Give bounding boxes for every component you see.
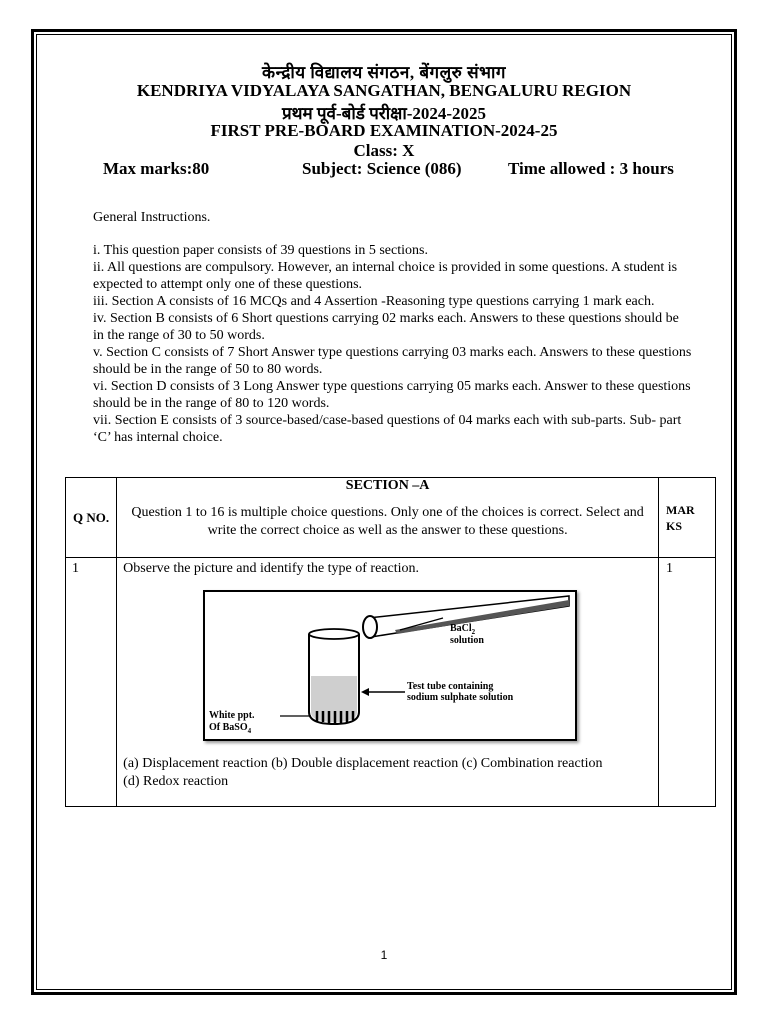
question-text: Observe the picture and identify the type of reaction. bbox=[123, 561, 420, 576]
question-marks: 1 bbox=[659, 558, 716, 807]
options-line1: (a) Displacement reaction (b) Double displacement reaction (c) Combination reaction bbox=[123, 756, 603, 771]
label-tube-line1: Test tube containing bbox=[407, 681, 494, 692]
instruction-item: iii. Section A consists of 16 MCQs and 4 Assertion -Reasoning type questions carrying 1 mark each. bbox=[93, 294, 655, 309]
label-ppt-sub: 4 bbox=[247, 727, 252, 735]
subject: Subject: Science (086) bbox=[302, 159, 462, 178]
test-tube-diagram bbox=[205, 592, 575, 739]
max-marks: Max marks:80 bbox=[103, 159, 210, 178]
options-line2: (d) Redox reaction bbox=[123, 774, 229, 789]
section-instructions: Question 1 to 16 is multiple choice questions. Only one of the choices is correct. Select and write the correct choice as well as the answer to these questions. bbox=[131, 505, 644, 538]
table-header-row bbox=[66, 478, 716, 558]
question-number: 1 bbox=[66, 558, 117, 807]
instruction-item: ii. All questions are compulsory. However, an internal choice is provided in some questions. A student is expected to attempt only one of these questions. bbox=[93, 260, 678, 292]
marks-header-line1: MAR bbox=[666, 502, 695, 517]
instruction-item: iv. Section B consists of 6 Short questions carrying 02 marks each. Answers to these questions should be in the range of 30 to 50 words. bbox=[93, 311, 679, 343]
page-number: 1 bbox=[380, 948, 388, 962]
header-org: KENDRIYA VIDYALAYA SANGATHAN, BENGALURU REGION bbox=[136, 81, 632, 100]
svg-text:Of BaSO4 bbox=[209, 722, 252, 735]
instructions-heading: General Instructions. bbox=[93, 210, 211, 225]
reaction-figure bbox=[203, 590, 577, 741]
header-hindi-org: केन्द्रीय विद्यालय संगठन, बेंगलुरु संभाग bbox=[262, 63, 506, 82]
instruction-item: v. Section C consists of 7 Short Answer type questions carrying 03 marks each. Answers to these questions should be in the range of 50 to 80 words. bbox=[93, 345, 692, 377]
label-ppt-line1: White ppt. bbox=[209, 710, 255, 721]
instruction-item: vi. Section D consists of 3 Long Answer type questions carrying 05 marks each. Answer to these questions should be in the range of 80 to 120 words. bbox=[93, 379, 691, 411]
instruction-item: vii. Section E consists of 3 source-based/case-based questions of 04 marks each with sub-parts. Sub- part ‘C’ has internal choice. bbox=[93, 413, 682, 445]
question-table bbox=[65, 477, 716, 807]
qno-header: Q NO. bbox=[66, 478, 117, 558]
section-header-cell bbox=[117, 478, 659, 558]
table-row bbox=[66, 558, 716, 807]
label-bacl2: BaCl bbox=[450, 623, 472, 634]
label-ppt-line2: Of BaSO bbox=[209, 722, 248, 733]
instruction-item: i. This question paper consists of 39 questions in 5 sections. bbox=[93, 243, 428, 258]
label-tube-line2: sodium sulphate solution bbox=[407, 692, 514, 703]
header-exam: FIRST PRE-BOARD EXAMINATION-2024-25 bbox=[210, 121, 558, 140]
label-bacl2-solution: solution bbox=[450, 635, 485, 646]
answer-options bbox=[123, 755, 652, 791]
header-hindi-exam: प्रथम पूर्व-बोर्ड परीक्षा-2024-2025 bbox=[281, 104, 487, 123]
section-title: SECTION –A bbox=[345, 478, 430, 493]
label-bacl2-sub: 2 bbox=[471, 628, 476, 636]
header-class: Class: X bbox=[353, 141, 415, 160]
marks-header-line2: KS bbox=[666, 518, 683, 533]
time-allowed: Time allowed : 3 hours bbox=[508, 159, 674, 178]
marks-header bbox=[659, 478, 716, 558]
instructions-list bbox=[93, 242, 693, 446]
question-cell bbox=[117, 558, 659, 807]
